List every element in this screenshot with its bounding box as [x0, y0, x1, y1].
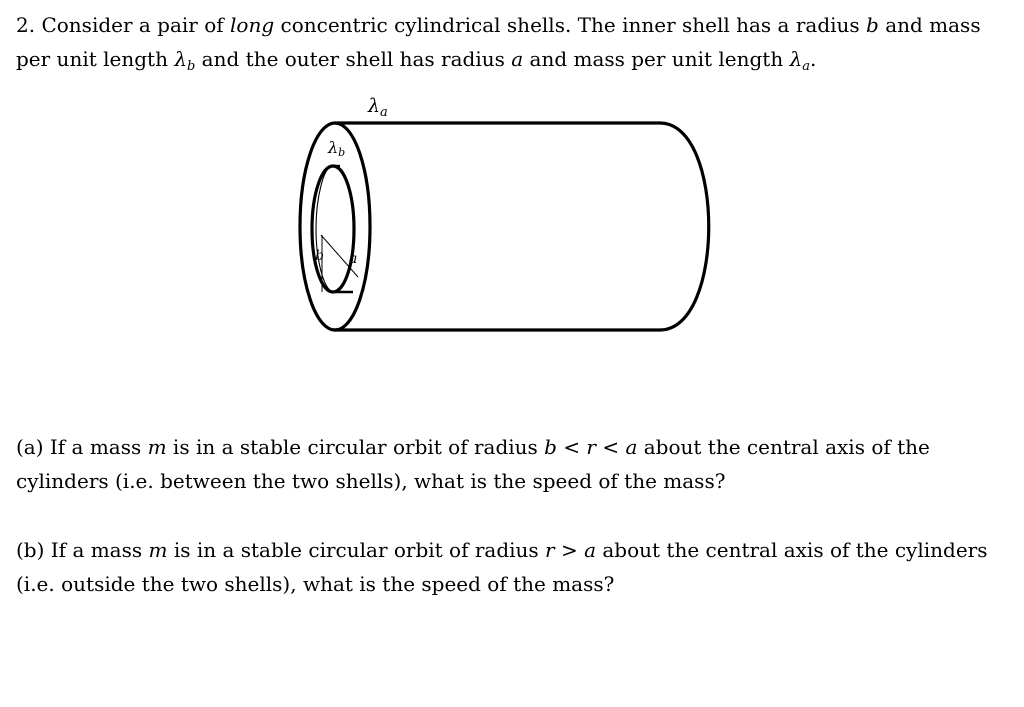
- question-part-b: (b) If a mass m is in a stable circular orbit of radius r > a about the central axis of the cylinders (i.e. outside the two shells), what is the speed of the mass?: [16, 538, 988, 596]
- part-b-label: (b): [16, 538, 45, 562]
- label-lambda-a: $\lambda_a$: [368, 95, 388, 120]
- label-radius-b: b: [315, 248, 324, 264]
- label-radius-a: a: [349, 251, 358, 267]
- label-lambda-b: λb: [328, 138, 346, 159]
- problem-intro: 2. Consider a pair of long concentric cylindrical shells. The inner shell has a radius b and mass per unit length $\lambda_b$ and the outer shell has radius a and mass per unit length $\lambda_a$.: [16, 13, 981, 74]
- problem-number: 2.: [16, 13, 36, 37]
- inner-shell-front-ellipse: [312, 166, 354, 292]
- word-long: long: [230, 13, 275, 37]
- outer-cylinder-far-end: [660, 123, 709, 330]
- question-part-a: (a) If a mass m is in a stable circular orbit of radius b < r < a about the central axis of the cylinders (i.e. between the two shells), what is the speed of the mass?: [16, 435, 930, 493]
- concentric-cylinders-diagram: [280, 92, 730, 342]
- part-a-label: (a): [16, 435, 44, 459]
